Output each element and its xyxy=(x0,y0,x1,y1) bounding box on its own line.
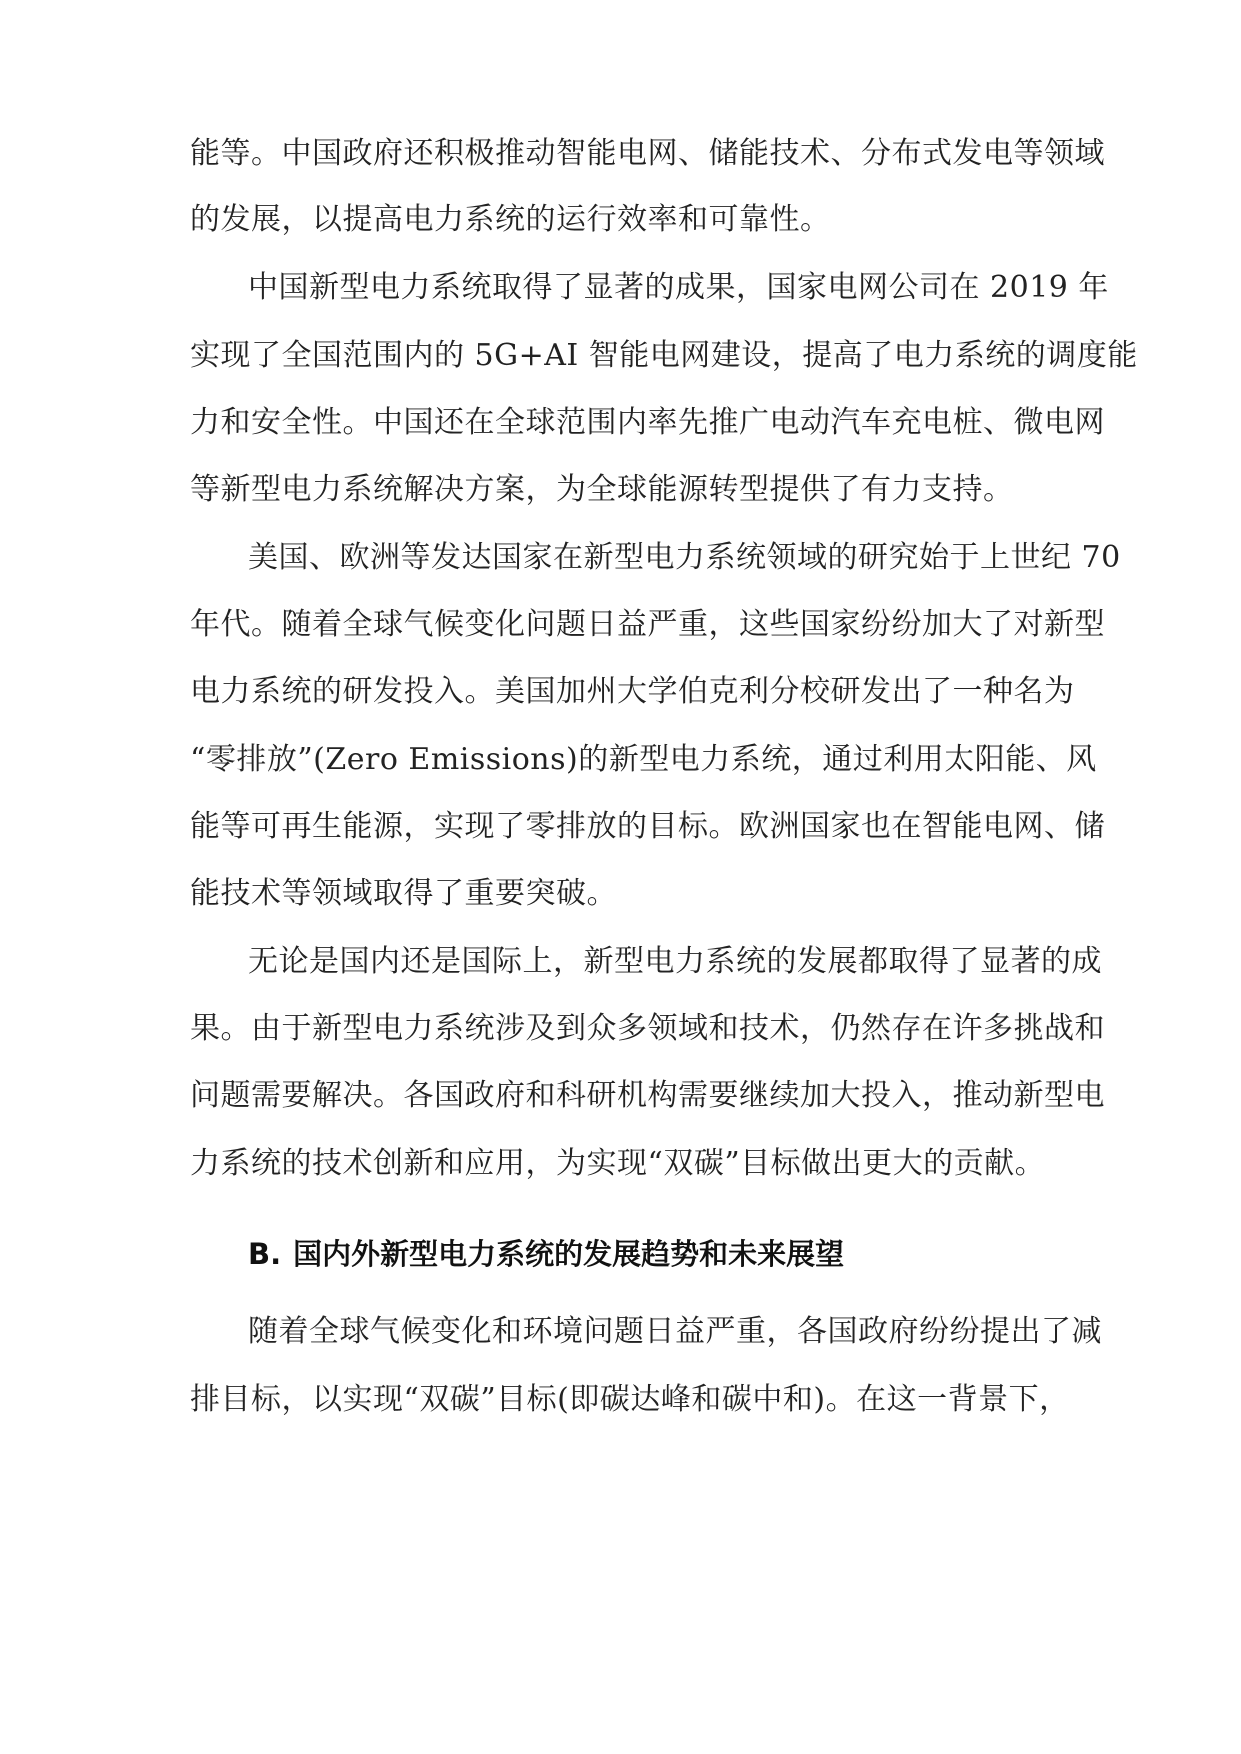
paragraph-line: 能等。中国政府还积极推动智能电网、储能技术、分布式发电等领域 xyxy=(190,136,1105,171)
paragraph-line: 力系统的技术创新和应用，为实现“双碳”目标做出更大的贡献。 xyxy=(190,1146,1046,1181)
section-title: 国内外新型电力系统的发展趋势和未来展望 xyxy=(293,1237,845,1271)
section-number: B. xyxy=(248,1237,282,1271)
paragraph-line: 能等可再生能源，实现了零排放的目标。欧洲国家也在智能电网、储 xyxy=(190,809,1105,844)
paragraph-line: 实现了全国范围内的 5G+AI 智能电网建设，提高了电力系统的调度能 xyxy=(190,338,1138,373)
paragraph-line: “零排放”(Zero Emissions)的新型电力系统，通过利用太阳能、风 xyxy=(190,742,1097,777)
paragraph-line: 随着全球气候变化和环境问题日益严重，各国政府纷纷提出了减 xyxy=(248,1314,1102,1349)
paragraph-line: 年代。随着全球气候变化问题日益严重，这些国家纷纷加大了对新型 xyxy=(190,607,1105,642)
paragraph-line: 能技术等领域取得了重要突破。 xyxy=(190,876,617,911)
paragraph-line: 美国、欧洲等发达国家在新型电力系统领域的研究始于上世纪 70 xyxy=(248,540,1121,575)
paragraph-line: 中国新型电力系统取得了显著的成果，国家电网公司在 2019 年 xyxy=(248,270,1109,305)
paragraph-line: 等新型电力系统解决方案，为全球能源转型提供了有力支持。 xyxy=(190,472,1014,507)
paragraph-line: 力和安全性。中国还在全球范围内率先推广电动汽车充电桩、微电网 xyxy=(190,405,1105,440)
paragraph-line: 果。由于新型电力系统涉及到众多领域和技术，仍然存在许多挑战和 xyxy=(190,1011,1105,1046)
paragraph-line: 电力系统的研发投入。美国加州大学伯克利分校研发出了一种名为 xyxy=(190,674,1075,709)
paragraph-line: 排目标，以实现“双碳”目标(即碳达峰和碳中和)。在这一背景下， xyxy=(190,1382,1070,1417)
paragraph-line: 无论是国内还是国际上，新型电力系统的发展都取得了显著的成 xyxy=(248,944,1102,979)
paragraph-line: 问题需要解决。各国政府和科研机构需要继续加大投入，推动新型电 xyxy=(190,1078,1105,1113)
section-heading xyxy=(248,1234,844,1274)
paragraph-line: 的发展，以提高电力系统的运行效率和可靠性。 xyxy=(190,202,831,237)
